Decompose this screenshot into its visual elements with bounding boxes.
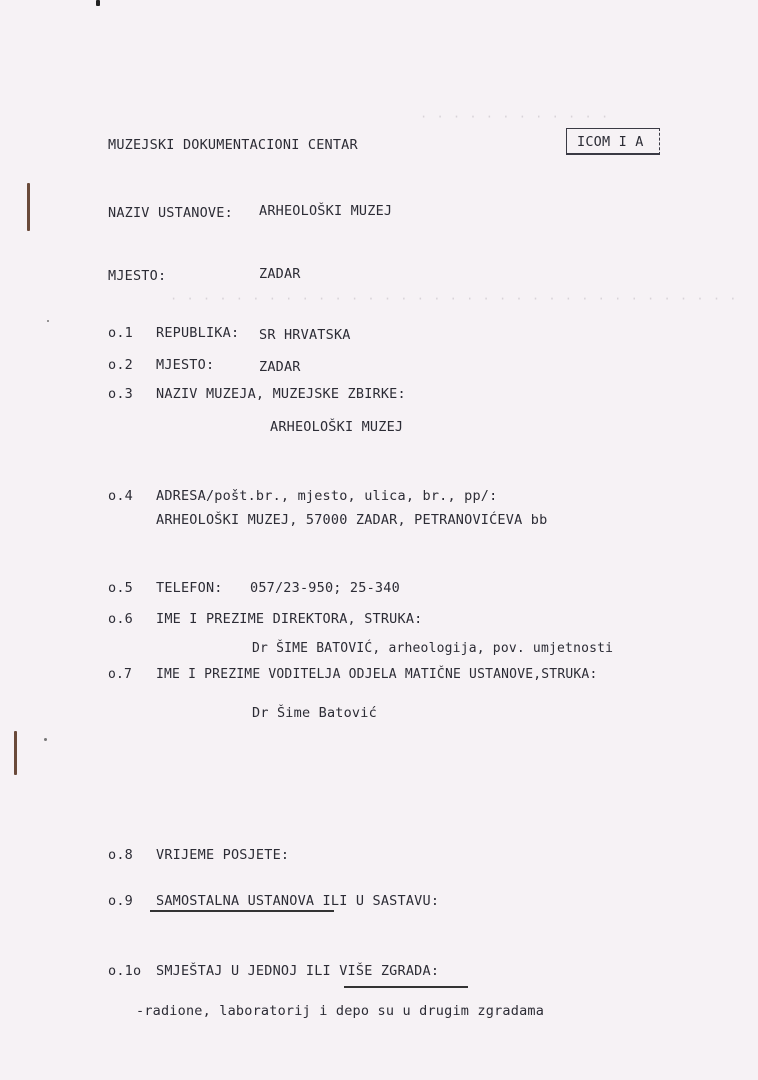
item-number: o.2 bbox=[108, 357, 133, 373]
item-10 bbox=[108, 963, 439, 979]
staple-mark bbox=[27, 183, 30, 231]
item-label: SAMOSTALNA USTANOVA ILI U SASTAVU: bbox=[156, 893, 440, 909]
item-number: o.3 bbox=[108, 386, 133, 402]
item-02 bbox=[108, 357, 214, 373]
item-label: IME I PREZIME VODITELJA ODJELA MATIČNE USTANOVE,STRUKA: bbox=[156, 667, 598, 682]
item-label: IME I PREZIME DIREKTORA, STRUKA: bbox=[156, 611, 423, 627]
item-03 bbox=[108, 386, 406, 402]
item-label: VRIJEME POSJETE: bbox=[156, 847, 290, 863]
item-value: Dr ŠIME BATOVIĆ, arheologija, pov. umjetnosti bbox=[252, 641, 614, 656]
item-number: o.4 bbox=[108, 488, 133, 504]
item-number: o.8 bbox=[108, 847, 133, 863]
item-01 bbox=[108, 325, 239, 341]
item-06 bbox=[108, 611, 423, 627]
top-mark bbox=[96, 0, 100, 6]
item-number: o.1 bbox=[108, 325, 133, 341]
staple-mark bbox=[14, 731, 17, 775]
bleed-through-text: · · · · · · · · · · · · bbox=[420, 110, 610, 124]
item-09 bbox=[108, 893, 439, 909]
item-number: o.6 bbox=[108, 611, 133, 627]
institution-name-label: NAZIV USTANOVE: bbox=[108, 205, 233, 221]
document-title: MUZEJSKI DOKUMENTACIONI CENTAR bbox=[108, 137, 358, 153]
icom-code-box bbox=[566, 128, 660, 155]
place-value: ZADAR bbox=[259, 266, 301, 282]
item-number: o.9 bbox=[108, 893, 133, 909]
item-number: o.7 bbox=[108, 667, 133, 682]
item-value: ARHEOLOŠKI MUZEJ, 57000 ZADAR, PETRANOVIĆEVA bb bbox=[156, 512, 548, 528]
item-value: ZADAR bbox=[259, 359, 301, 375]
underline-samostalna bbox=[150, 910, 334, 912]
institution-name-value: ARHEOLOŠKI MUZEJ bbox=[259, 203, 393, 219]
item-number: o.1o bbox=[108, 963, 142, 979]
place-label: MJESTO: bbox=[108, 268, 167, 284]
underline-vise-zgrada bbox=[344, 986, 468, 988]
item-08 bbox=[108, 847, 289, 863]
item-label: NAZIV MUZEJA, MUZEJSKE ZBIRKE: bbox=[156, 386, 406, 402]
speck-mark bbox=[44, 738, 47, 741]
item-value: -radione, laboratorij i depo su u drugim zgradama bbox=[136, 1003, 545, 1019]
item-value: ARHEOLOŠKI MUZEJ bbox=[270, 419, 404, 435]
item-value: Dr Šime Batović bbox=[252, 705, 377, 721]
item-label: ADRESA/pošt.br., mjesto, ulica, br., pp/: bbox=[156, 488, 498, 504]
item-label: MJESTO: bbox=[156, 357, 215, 373]
item-value: SR HRVATSKA bbox=[259, 327, 351, 343]
icom-code: ICOM I A bbox=[577, 134, 644, 150]
item-label: TELEFON: bbox=[156, 580, 223, 596]
item-04 bbox=[108, 488, 497, 504]
item-label: REPUBLIKA: bbox=[156, 325, 240, 341]
item-05 bbox=[108, 580, 223, 596]
item-label: SMJEŠTAJ U JEDNOJ ILI VIŠE ZGRADA: bbox=[156, 963, 440, 979]
item-07 bbox=[108, 667, 597, 683]
item-number: o.5 bbox=[108, 580, 133, 596]
item-value: 057/23-950; 25-340 bbox=[250, 580, 400, 596]
speck-mark bbox=[47, 320, 49, 322]
bleed-through-text: · · · · · · · · · · · · · · · · · · · · · · · · · · · · · · · · · · · bbox=[170, 292, 738, 306]
